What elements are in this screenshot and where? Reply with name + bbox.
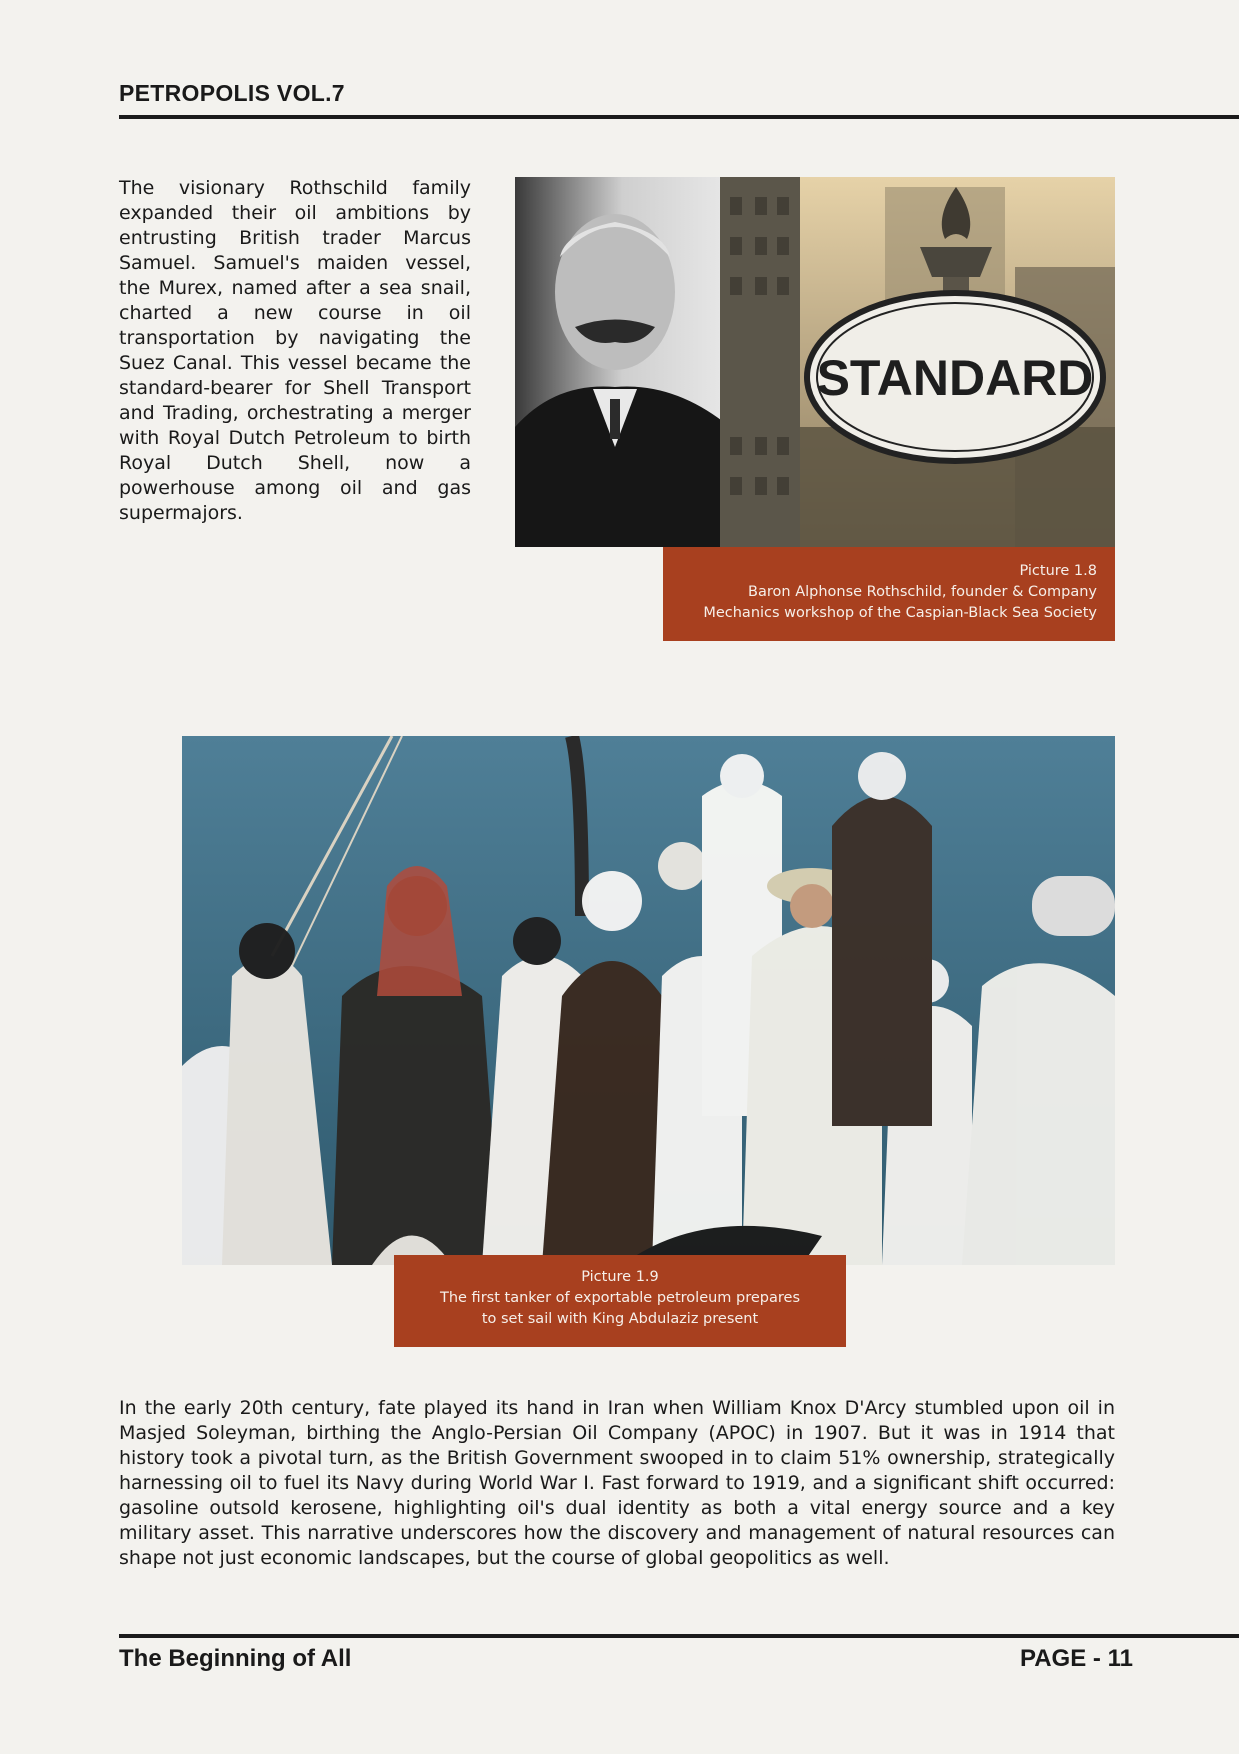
header-rule <box>119 115 1239 119</box>
intro-paragraph: The visionary Rothschild family expanded their oil ambitions by entrusting British trader Marcus Samuel. Samuel's maiden vessel, the Murex, named after a sea snail, charted a new course in oil transportation by navigating the Suez Canal. This vessel became the standard-bearer for Shell Transport and Trading, orchestrating a merger with Royal Dutch Petroleum to birth Royal Dutch Shell, now a powerhouse among oil and gas supermajors. <box>119 177 471 524</box>
footer-rule <box>119 1634 1239 1638</box>
caption-line: Baron Alphonse Rothschild, founder & Company <box>748 584 1097 600</box>
logo-text: STANDARD <box>816 350 1094 406</box>
photo-collage <box>515 177 1115 547</box>
section-title: The Beginning of All <box>119 1645 352 1672</box>
caption-picture-1-8 <box>663 547 1115 641</box>
magazine-title: PETROPOLIS VOL.7 <box>119 80 345 106</box>
caption-picture-1-9 <box>394 1255 846 1347</box>
portrait-and-logo-photo <box>515 177 1115 547</box>
body-paragraph: In the early 20th century, fate played its hand in Iran when William Knox D'Arcy stumbled upon oil in Masjed Soleyman, birthing the Anglo-Persian Oil Company (APOC) in 1907. But it was in 1914 that history took a pivotal turn, as the British Government swooped in to claim 51% ownership, strategically harnessing oil to fuel its Navy during World War I. Fast forward to 1919, and a significant shift occurred: gasoline outsold kerosene, highlighting oil's dual identity as both a vital energy source and a key military asset. This narrative underscores how the discovery and management of natural resources can shape not just economic landscapes, but the course of global geopolitics as well. <box>119 1397 1115 1569</box>
tanker-ceremony-photo <box>182 736 1115 1265</box>
caption-line: Mechanics workshop of the Caspian-Black Sea Society <box>703 605 1097 621</box>
deck-fixture <box>1032 876 1115 936</box>
caption-number: Picture 1.9 <box>581 1269 659 1285</box>
crowd-scene <box>182 736 1115 1265</box>
caption-line: The first tanker of exportable petroleum prepares <box>439 1290 801 1306</box>
caption-number: Picture 1.8 <box>1019 563 1097 579</box>
caption-line: to set sail with King Abdulaziz present <box>481 1311 759 1327</box>
portrait-face <box>555 214 675 370</box>
page-number: PAGE - 11 <box>1020 1645 1133 1672</box>
